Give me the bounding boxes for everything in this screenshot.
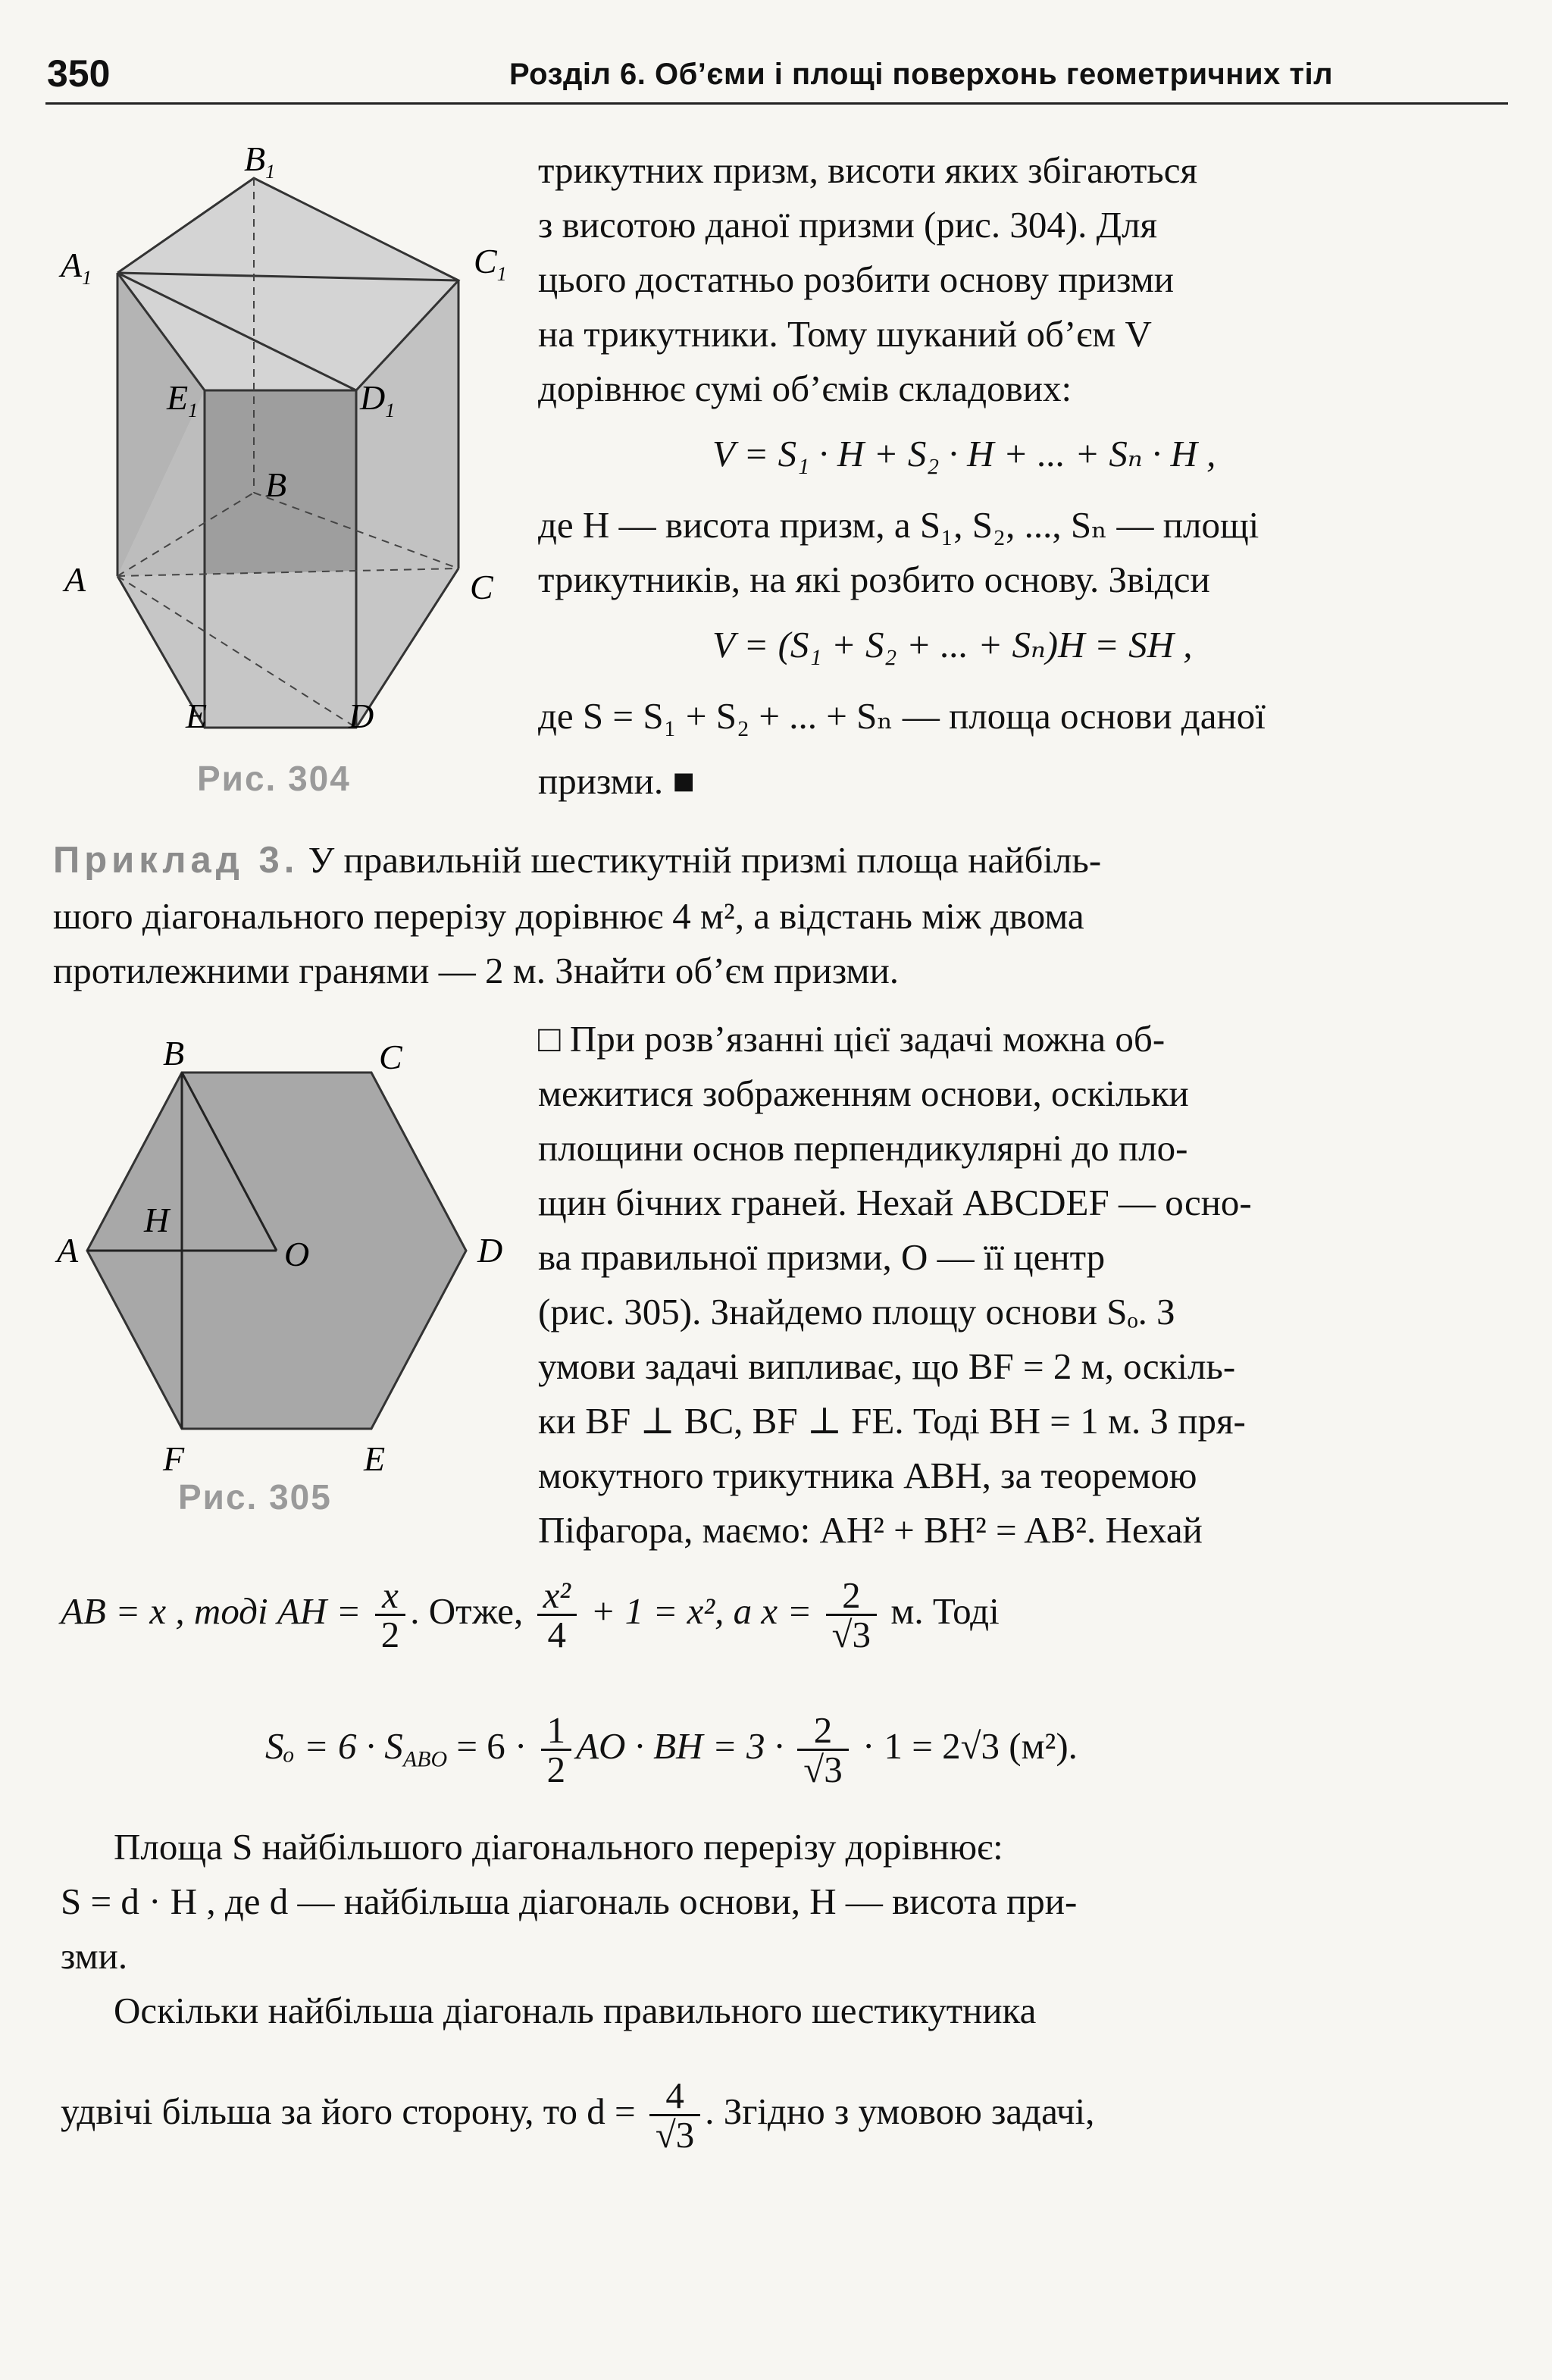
- label-F-hex: F: [163, 1439, 185, 1478]
- formula-volume-sum: V = S₁ · H + S₂ · H + ... + Sₙ · H ,: [712, 433, 1216, 474]
- solution-line-2: межитися зображенням основи, оскільки: [538, 1073, 1189, 1114]
- label-D1: $D_1$: [360, 378, 396, 421]
- solution-line-6: (рис. 305). Знайдемо площу основи Sₒ. З: [538, 1291, 1175, 1332]
- fraction-4-over-sqrt3: $\frac{4}{√3}$: [649, 2077, 700, 2153]
- fraction-x-over-2: $\frac{x}{2}$: [375, 1577, 406, 1653]
- chapter-title: Розділ 6. Об’єми і площі поверхонь геометричних тіл: [509, 58, 1334, 91]
- label-C1: $C_1$: [474, 242, 507, 285]
- example-line-3: протилежними гранями — 2 м. Знайти об’єм призми.: [53, 950, 900, 991]
- text-line-3: цього достатньо розбити основу призми: [538, 258, 1174, 300]
- figure-304-caption: Рис. 304: [197, 759, 351, 798]
- text-line-9: призми. ■: [538, 760, 695, 802]
- label-O-hex: O: [284, 1235, 310, 1273]
- example-line-2: шого діагонального перерізу дорівнює 4 м², а відстань між двома: [53, 895, 1084, 937]
- label-A: A: [64, 560, 86, 599]
- text-line-4: на трикутники. Тому шуканий об’єм V: [538, 313, 1152, 355]
- after-line-1: Площа S найбільшого діагонального перерізу дорівнює:: [114, 1826, 1003, 1868]
- solution-line-9: мокутного трикутника ABH, за теоремою: [538, 1455, 1197, 1496]
- label-E1: $E_1$: [167, 378, 199, 421]
- solution-line-10: Піфагора, маємо: AH² + BH² = AB². Нехай: [538, 1509, 1203, 1551]
- solution-line-4: щин бічних граней. Нехай ABCDEF — осно-: [538, 1182, 1252, 1223]
- label-B: B: [265, 465, 287, 504]
- solution-line-3: площини основ перпендикулярні до пло-: [538, 1127, 1188, 1169]
- label-H-hex: H: [144, 1201, 170, 1239]
- text-line-8: де S = S₁ + S₂ + ... + Sₙ — площа основи даної: [538, 695, 1266, 737]
- page-number: 350: [47, 52, 111, 95]
- label-A1: $A_1$: [61, 246, 92, 289]
- text-line-6: де H — висота призм, а S₁, S₂, ..., Sₙ — площі: [538, 504, 1259, 546]
- label-E-hex: E: [364, 1439, 386, 1478]
- figure-304-prism: [45, 136, 515, 803]
- after-line-3: зми.: [61, 1935, 128, 1977]
- fraction-1-over-2: $\frac{1}{2}$: [541, 1711, 572, 1788]
- fraction-2-over-sqrt3: $\frac{2}{√3}$: [826, 1577, 877, 1653]
- label-C-hex: C: [379, 1038, 402, 1076]
- after-line-2: S = d · H , де d — найбільша діагональ основи, H — висота при-: [61, 1881, 1078, 1922]
- example-label: Приклад 3.: [53, 840, 299, 881]
- figure-305-hexagon: [45, 1031, 530, 1516]
- text-line-1: трикутних призм, висоти яких збігаються: [538, 149, 1197, 191]
- label-E: E: [186, 697, 208, 735]
- label-B-hex: B: [163, 1034, 185, 1073]
- example-line-1: Приклад 3. У правильній шестикутній призмі площа найбіль-: [53, 839, 1102, 881]
- text-line-5: дорівнює сумі об’ємів складових:: [538, 368, 1072, 409]
- label-D-hex: D: [477, 1231, 503, 1270]
- solution-line-1: □ При розв’язанні цієї задачі можна об-: [538, 1018, 1166, 1060]
- label-C: C: [470, 568, 493, 606]
- fraction-2-over-sqrt3-b: $\frac{2}{√3}$: [797, 1711, 848, 1788]
- text-line-7: трикутників, на які розбито основу. Звідси: [538, 559, 1210, 600]
- formula-volume-sh: V = (S₁ + S₂ + ... + Sₙ)H = SH ,: [712, 624, 1193, 665]
- label-B1: $B_1$: [244, 139, 276, 183]
- figure-305-caption: Рис. 305: [178, 1477, 332, 1517]
- solution-line-8: ки BF ⊥ BC, BF ⊥ FE. Тоді BH = 1 м. З пря-: [538, 1400, 1246, 1442]
- equation-base-area: $S_o = 6 \cdot S_{ABO} = 6$ · $\frac{1}{2}$ AO · BH = 3 · $\frac{2}{√3}$ · 1 = 2√3 (м²).: [265, 1709, 1078, 1790]
- last-line: удвічі більша за його сторону, то d = $\frac{4}{√3}$ . Згідно з умовою задачі,: [61, 2075, 1095, 2156]
- after-line-4: Оскільки найбільша діагональ правильного шестикутника: [114, 1990, 1037, 2031]
- solution-line-5: ва правильної призми, O — її центр: [538, 1236, 1106, 1278]
- header-rule: [45, 102, 1508, 105]
- text-line-2: з висотою даної призми (рис. 304). Для: [538, 204, 1158, 246]
- label-D: D: [349, 697, 374, 735]
- solution-line-7: умови задачі випливає, що BF = 2 м, оскіль-: [538, 1345, 1236, 1387]
- fraction-x2-over-4: $\frac{\text{x²}}{4}$: [537, 1577, 577, 1653]
- equation-line-x: AB = x , тоді AH = $\frac{x}{2}$ . Отже, $\frac{\text{x²}}{4}$ + 1 = x², а x = $\frac{2}{√3}$ м. Тоді: [61, 1574, 1000, 1655]
- label-A-hex: A: [57, 1231, 79, 1270]
